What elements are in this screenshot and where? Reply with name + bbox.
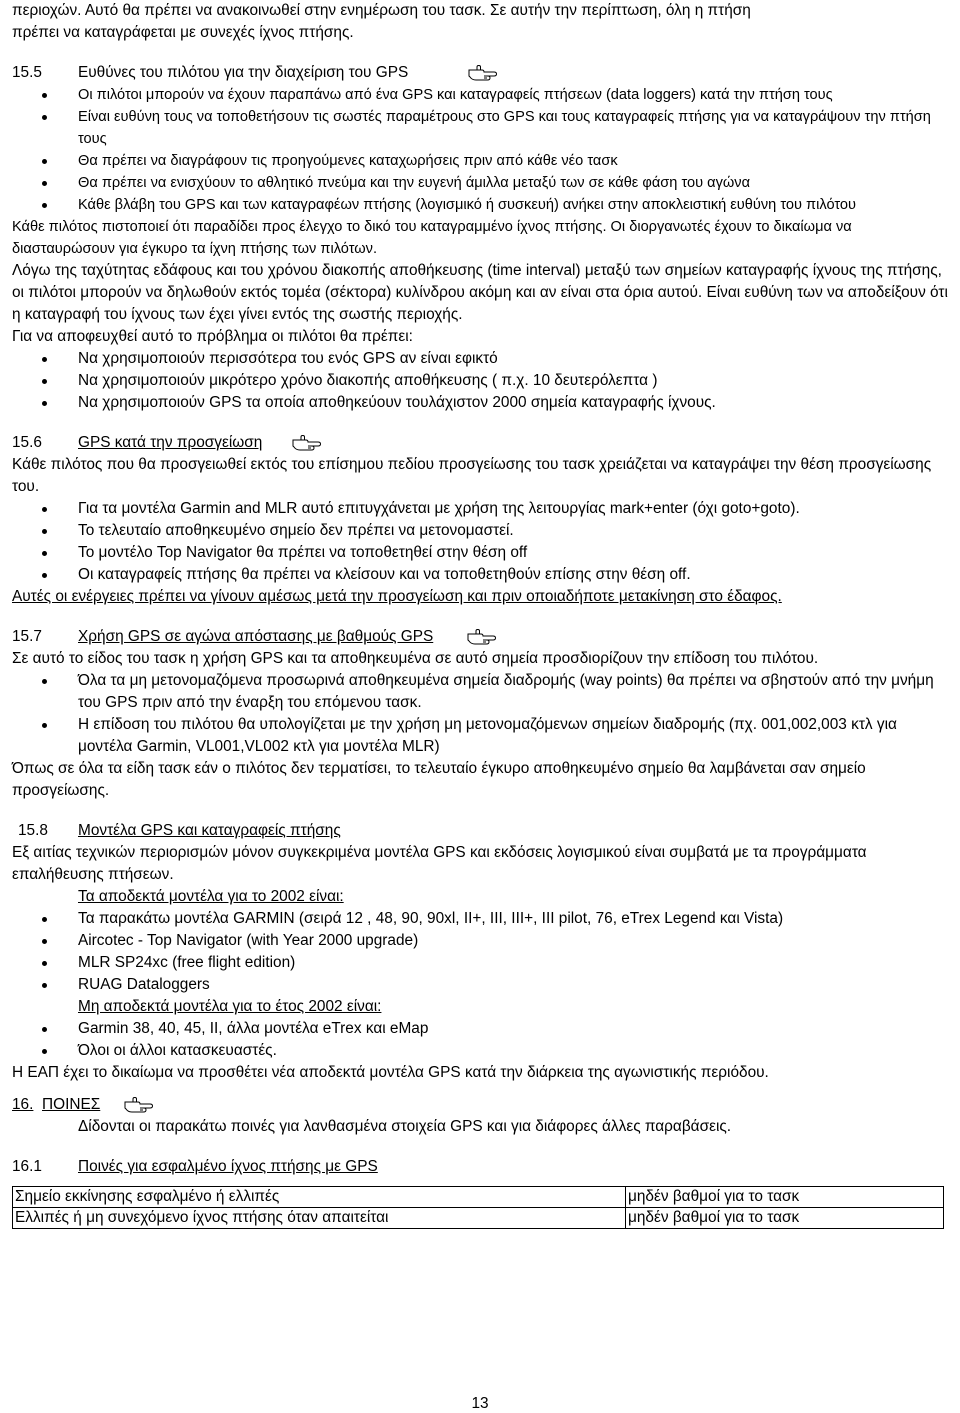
list-item: Το τελευταίο αποθηκευμένο σημείο δεν πρέπει να μετονομαστεί.: [12, 520, 950, 542]
paragraph: Σε αυτό το είδος του τασκ η χρήση GPS και τα αποθηκευμένα σε αυτό σημεία προσδιορίζουν την επίδοση του πιλότου.: [12, 650, 819, 667]
section-number: 15.8: [18, 822, 48, 839]
heading-15-5: [12, 62, 950, 84]
list-item: Να χρησιμοποιούν GPS τα οποία αποθηκεύουν τουλάχιστον 2000 σημεία καταγραφής ίχνους.: [12, 392, 950, 414]
section-title: Μοντέλα GPS και καταγραφείς πτήσης: [78, 822, 341, 839]
section-title: Ευθύνες του πιλότου για την διαχείριση του GPS: [78, 64, 409, 81]
hand-pointing-icon: [468, 64, 498, 82]
list-item: Όλοι οι άλλοι κατασκευαστές.: [12, 1040, 950, 1062]
table-row: [13, 1208, 944, 1229]
responsibilities-list: [12, 84, 950, 216]
landing-list: [12, 498, 950, 586]
heading-15-7: [12, 626, 950, 648]
section-title: Ποινές για εσφαλμένο ίχνος πτήσης με GPS: [78, 1158, 378, 1175]
section-title: Χρήση GPS σε αγώνα απόστασης με βαθμούς GPS: [78, 628, 434, 645]
accepted-list: [12, 908, 950, 996]
list-item: Τα παρακάτω μοντέλα GARMIN (σειρά 12 , 48, 90, 90xl, II+, III, III+, III pilot, 76, eTrex Legend και Vista): [12, 908, 950, 930]
avoidance-list: [12, 348, 950, 414]
list-item: Όλα τα μη μετονομαζόμενα προσωρινά αποθηκευμένα σημεία διαδρομής (way points) θα πρέπει να σβηστούν από την μνήμη του GPS πριν από την έναρξη του επόμενου τασκ.: [12, 670, 950, 714]
list-item: Είναι ευθύνη τους να τοποθετήσουν τις σωστές παραμέτρους στο GPS και τους καταγραφείς πτήσης για να καταγράψουν την πτήση τους: [12, 106, 950, 150]
list-item: Θα πρέπει να διαγράφουν τις προηγούμενες καταχωρήσεις πριν από κάθε νέο τασκ: [12, 150, 950, 172]
violation-cell: Ελλιπές ή μη συνεχόμενο ίχνος πτήσης όταν απαιτείται: [13, 1208, 626, 1229]
list-item: Οι καταγραφείς πτήσης θα πρέπει να κλείσουν και να τοποθετηθούν επίσης στην θέση off.: [12, 564, 950, 586]
list-item: Οι πιλότοι μπορούν να έχουν παραπάνω από ένα GPS και καταγραφείς πτήσεων (data loggers) κατά την πτήση τους: [12, 84, 950, 106]
list-item: Κάθε βλάβη του GPS και των καταγραφέων πτήσης (λογισμικό ή συσκευή) ανήκει στην αποκλειστική ευθύνη του πιλότου: [12, 194, 950, 216]
section-number: 15.6: [12, 434, 42, 451]
section-number: 15.5: [12, 64, 42, 81]
list-item: Να χρησιμοποιούν μικρότερο χρόνο διακοπής αποθήκευσης ( π.χ. 10 δευτερόλεπτα ): [12, 370, 950, 392]
list-item: Η επίδοση του πιλότου θα υπολογίζεται με την χρήση μη μετονομαζόμενων σημείων διαδρομής (πχ. 001,002,003 κτλ για μοντέλα Garmin, VL001,VL002 κτλ για μοντέλα MLR): [12, 714, 950, 758]
not-accepted-heading: Μη αποδεκτά μοντέλα για το έτος 2002 είναι:: [78, 998, 382, 1015]
paragraph: Λόγω της ταχύτητας εδάφους και του χρόνου διακοπής αποθήκευσης (time interval) μεταξύ των σημείων καταγραφής ίχνους της πτήσης, οι πιλότοι μπορούν να δηλωθούν εκτός τομέα (σέκτορα) κυλίνδρου ακόμη και αν είναι στα όρια αυτού. Είναι ευθύνη των να αποδείξουν ότι η καταγραφή του ίχνους των έχει γίνει εντός της σωστής περιοχής.: [12, 262, 948, 323]
list-item: Θα πρέπει να ενισχύουν το αθλητικό πνεύμα και την ευγενή άμιλλα μεταξύ των σε κάθε φάση του αγώνα: [12, 172, 950, 194]
penalty-cell: μηδέν βαθμοί για το τασκ: [626, 1208, 944, 1229]
paragraph: Όπως σε όλα τα είδη τασκ εάν ο πιλότος δεν τερματίσει, το τελευταίο έγκυρο αποθηκευμένο σημείο θα λαμβάνεται σαν σημείο προσγείωσης.: [12, 760, 866, 799]
heading-16: [12, 1094, 950, 1116]
distance-list: [12, 670, 950, 758]
paragraph: Κάθε πιλότος πιστοποιεί ότι παραδίδει προς έλεγχο το δικό του καταγραμμένο ίχνος πτήσης. Οι διοργανωτές έχουν το δικαίωμα να διασταυρώσουν για έγκυρο τα ίχνη πτήσης των πιλότων.: [12, 219, 852, 257]
paragraph: Κάθε πιλότος που θα προσγειωθεί εκτός του επίσημου πεδίου προσγείωσης του τασκ χρειάζεται να καταγράψει την θέση προσγείωσης του.: [12, 456, 932, 495]
list-item: Το μοντέλο Top Navigator θα πρέπει να τοποθετηθεί στην θέση off: [12, 542, 950, 564]
section-number: 16.: [12, 1096, 34, 1113]
document-page: [12, 0, 950, 1229]
paragraph: Η ΕΑΠ έχει το δικαίωμα να προσθέτει νέα αποδεκτά μοντέλα GPS κατά την διάρκεια της αγωνιστικής περιόδου.: [12, 1064, 769, 1081]
page-number: 13: [471, 1395, 489, 1412]
heading-15-8: [12, 820, 950, 842]
section-title: ΠΟΙΝΕΣ: [42, 1096, 101, 1113]
not-accepted-list: [12, 1018, 950, 1062]
paragraph: Για να αποφευχθεί αυτό το πρόβλημα οι πιλότοι θα πρέπει:: [12, 328, 413, 345]
intro-line-1: περιοχών. Αυτό θα πρέπει να ανακοινωθεί στην ενημέρωση του τασκ. Σε αυτήν την περίπτωση, όλη η πτήση: [12, 2, 751, 19]
list-item: Aircotec - Top Navigator (with Year 2000 upgrade): [12, 930, 950, 952]
penalties-table: [12, 1186, 944, 1229]
list-item: Garmin 38, 40, 45, II, άλλα μοντέλα eTrex και eMap: [12, 1018, 950, 1040]
list-item: Να χρησιμοποιούν περισσότερα του ενός GPS αν είναι εφικτό: [12, 348, 950, 370]
paragraph: Εξ αιτίας τεχνικών περιορισμών μόνον συγκεκριμένα μοντέλα GPS και εκδόσεις λογισμικού είναι συμβατά με τα προγράμματα επαλήθευσης πτήσεων.: [12, 844, 867, 883]
heading-16-1: [12, 1156, 950, 1178]
intro-line-2: πρέπει να καταγράφεται με συνεχές ίχνος πτήσης.: [12, 24, 354, 41]
hand-pointing-icon: [292, 434, 322, 452]
section-title: GPS κατά την προσγείωση: [78, 434, 263, 451]
penalty-cell: μηδέν βαθμοί για το τασκ: [626, 1187, 944, 1208]
accepted-heading: Τα αποδεκτά μοντέλα για το 2002 είναι:: [78, 888, 344, 905]
violation-cell: Σημείο εκκίνησης εσφαλμένο ή ελλιπές: [13, 1187, 626, 1208]
section-number: 16.1: [12, 1158, 42, 1175]
heading-15-6: [12, 432, 950, 454]
list-item: Για τα μοντέλα Garmin and MLR αυτό επιτυγχάνεται με χρήση της λειτουργίας mark+enter (όχι goto+goto).: [12, 498, 950, 520]
list-item: MLR SP24xc (free flight edition): [12, 952, 950, 974]
landing-note: Αυτές οι ενέργειες πρέπει να γίνουν αμέσως μετά την προσγείωση και πριν οποιαδήποτε μετακίνηση στο έδαφος.: [12, 588, 782, 605]
table-row: [13, 1187, 944, 1208]
section-number: 15.7: [12, 628, 42, 645]
list-item: RUAG Dataloggers: [12, 974, 950, 996]
paragraph: Δίδονται οι παρακάτω ποινές για λανθασμένα στοιχεία GPS και για διάφορες άλλες παραβάσεις.: [78, 1118, 732, 1135]
hand-pointing-icon: [467, 628, 497, 646]
hand-pointing-icon: [124, 1096, 154, 1114]
